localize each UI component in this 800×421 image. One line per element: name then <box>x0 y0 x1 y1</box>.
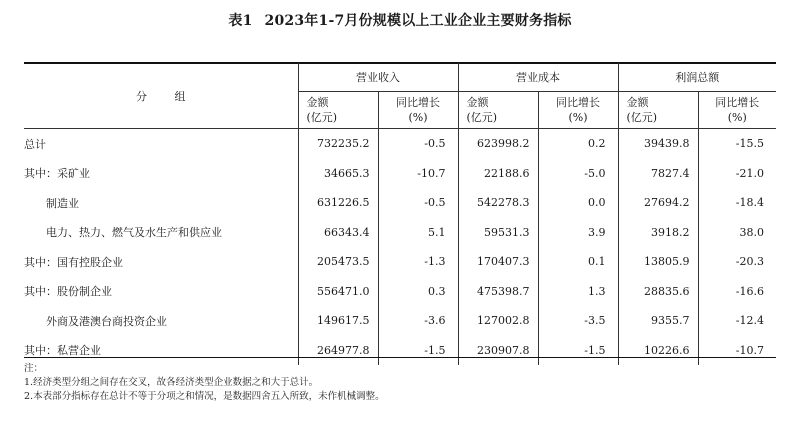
revenue-amount-cell: 205473.5 <box>298 247 378 277</box>
revenue-yoy-cell: -3.6 <box>378 306 458 336</box>
profit-amount-cell: 10226.6 <box>618 336 698 366</box>
table-row-private <box>24 336 776 366</box>
table-row-state-owned <box>24 247 776 277</box>
cost-amount-cell: 127002.8 <box>458 306 538 336</box>
row-label: 其中：国有控股企业 <box>24 255 123 269</box>
revenue-amount-cell: 556471.0 <box>298 277 378 307</box>
subheader-amount-unit: (亿元) <box>626 111 658 124</box>
table-row-total <box>24 129 776 159</box>
subheader-yoy-label: 同比增长 <box>396 96 440 109</box>
subheader-profit-amount <box>618 92 698 129</box>
column-header-cost: 营业成本 <box>458 63 618 92</box>
subheader-amount-label: 金额 <box>306 96 329 109</box>
profit-amount-cell: 3918.2 <box>618 218 698 248</box>
table-number: 表1 <box>228 13 253 29</box>
subheader-amount-unit: (亿元) <box>466 111 498 124</box>
subheader-yoy-unit: (%) <box>568 111 588 124</box>
subheader-yoy-label: 同比增长 <box>556 96 600 109</box>
revenue-amount-cell: 66343.4 <box>298 218 378 248</box>
row-label: 其中：私营企业 <box>24 344 101 358</box>
header-row-1 <box>24 63 776 92</box>
row-label: 电力、热力、燃气及水生产和供应业 <box>46 226 222 240</box>
revenue-yoy-cell: -0.5 <box>378 188 458 218</box>
cost-yoy-cell: -1.5 <box>538 336 618 366</box>
notes-heading: 注： <box>24 363 44 374</box>
cost-yoy-cell: -5.0 <box>538 159 618 189</box>
revenue-yoy-cell: -1.3 <box>378 247 458 277</box>
row-label: 总计 <box>24 137 46 151</box>
subheader-revenue-yoy <box>378 92 458 129</box>
subheader-profit-yoy <box>698 92 776 129</box>
cost-amount-cell: 22188.6 <box>458 159 538 189</box>
profit-amount-cell: 27694.2 <box>618 188 698 218</box>
group-header: 分 组 <box>24 63 298 129</box>
profit-amount-cell: 39439.8 <box>618 129 698 159</box>
cost-amount-cell: 475398.7 <box>458 277 538 307</box>
profit-yoy-cell: -10.7 <box>698 336 776 366</box>
revenue-amount-cell: 631226.5 <box>298 188 378 218</box>
table-bottom-rule <box>24 357 776 358</box>
revenue-amount-cell: 149617.5 <box>298 306 378 336</box>
table-row-shareholding <box>24 277 776 307</box>
subheader-yoy-unit: (%) <box>408 111 428 124</box>
cost-yoy-cell: 3.9 <box>538 218 618 248</box>
profit-yoy-cell: -21.0 <box>698 159 776 189</box>
subheader-amount-unit: (亿元) <box>306 111 338 124</box>
cost-amount-cell: 170407.3 <box>458 247 538 277</box>
subheader-revenue-amount <box>298 92 378 129</box>
table-notes <box>24 362 776 404</box>
row-label: 其中：采矿业 <box>24 167 90 181</box>
cost-amount-cell: 230907.8 <box>458 336 538 366</box>
row-label: 其中：股份制企业 <box>24 285 112 299</box>
profit-amount-cell: 28835.6 <box>618 277 698 307</box>
cost-yoy-cell: 0.0 <box>538 188 618 218</box>
subheader-yoy-unit: (%) <box>727 111 747 124</box>
revenue-yoy-cell: -0.5 <box>378 129 458 159</box>
table-row-mining <box>24 159 776 189</box>
subheader-cost-amount <box>458 92 538 129</box>
table-title-text: 2023年1-7月份规模以上工业企业主要财务指标 <box>264 13 572 29</box>
subheader-cost-yoy <box>538 92 618 129</box>
cost-yoy-cell: 1.3 <box>538 277 618 307</box>
row-label: 制造业 <box>46 196 79 210</box>
table-row-foreign-invested <box>24 306 776 336</box>
revenue-amount-cell: 264977.8 <box>298 336 378 366</box>
table-row-manufacturing <box>24 188 776 218</box>
subheader-amount-label: 金额 <box>466 96 489 109</box>
subheader-amount-label: 金额 <box>626 96 649 109</box>
note-item: 1.经济类型分组之间存在交叉，故各经济类型企业数据之和大于总计。 <box>24 377 319 388</box>
revenue-yoy-cell: -1.5 <box>378 336 458 366</box>
cost-yoy-cell: 0.2 <box>538 129 618 159</box>
row-label: 外商及港澳台商投资企业 <box>46 314 167 328</box>
column-header-profit: 利润总额 <box>618 63 776 92</box>
revenue-amount-cell: 34665.3 <box>298 159 378 189</box>
cost-yoy-cell: -3.5 <box>538 306 618 336</box>
cost-amount-cell: 623998.2 <box>458 129 538 159</box>
profit-amount-cell: 9355.7 <box>618 306 698 336</box>
revenue-amount-cell: 732235.2 <box>298 129 378 159</box>
revenue-yoy-cell: 5.1 <box>378 218 458 248</box>
table-row-utilities <box>24 218 776 248</box>
revenue-yoy-cell: -10.7 <box>378 159 458 189</box>
revenue-yoy-cell: 0.3 <box>378 277 458 307</box>
profit-amount-cell: 7827.4 <box>618 159 698 189</box>
profit-yoy-cell: -16.6 <box>698 277 776 307</box>
subheader-yoy-label: 同比增长 <box>715 96 760 109</box>
financial-indicators-table <box>24 63 776 365</box>
profit-yoy-cell: -12.4 <box>698 306 776 336</box>
profit-yoy-cell: 38.0 <box>698 218 776 248</box>
cost-amount-cell: 542278.3 <box>458 188 538 218</box>
profit-yoy-cell: -18.4 <box>698 188 776 218</box>
cost-yoy-cell: 0.1 <box>538 247 618 277</box>
table-title <box>0 10 800 30</box>
profit-yoy-cell: -20.3 <box>698 247 776 277</box>
profit-amount-cell: 13805.9 <box>618 247 698 277</box>
cost-amount-cell: 59531.3 <box>458 218 538 248</box>
note-item: 2.本表部分指标存在总计不等于分项之和情况，是数据四舍五入所致，未作机械调整。 <box>24 391 385 402</box>
column-header-revenue: 营业收入 <box>298 63 458 92</box>
profit-yoy-cell: -15.5 <box>698 129 776 159</box>
